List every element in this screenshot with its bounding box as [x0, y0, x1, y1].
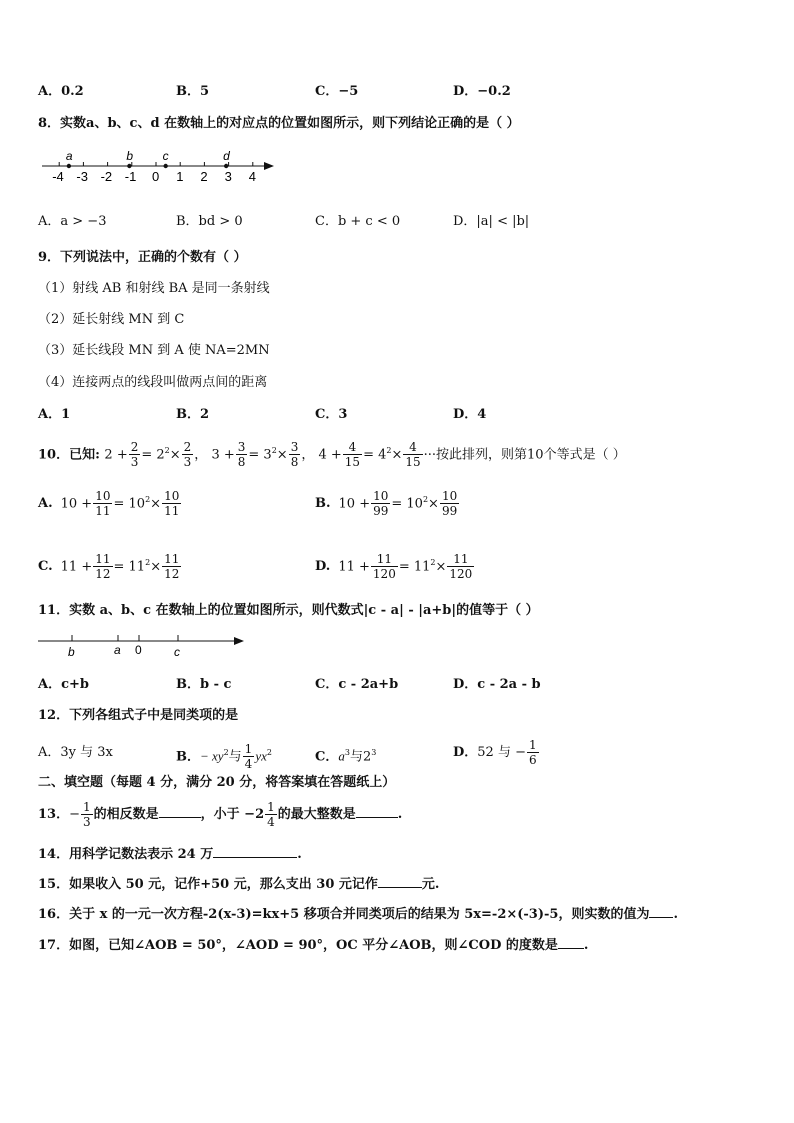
q10-prefix: 10．已知:: [38, 447, 105, 463]
q10-eq3-fraction: $\frac{4}{15}$: [344, 440, 361, 470]
q10-eq1-fraction: $\frac{2}{3}$: [130, 440, 139, 470]
q10-eq1-fraction-right: $\frac{2}{3}$: [183, 440, 192, 470]
q8-number-line: [38, 146, 298, 188]
q8-option-b: B．bd > 0: [176, 214, 243, 229]
q17-line: 17．如图，已知∠AOB = 50°，∠AOD = 90°，OC 平分∠AOB，则∠COD 的度数是 .: [38, 938, 589, 953]
q14-blank[interactable]: [213, 845, 297, 858]
q8-point-c: [163, 164, 167, 168]
q13-line: 13．− $\frac{1}{3}$ 的相反数是 ，小于 −2 $\frac{1}{4}$ 的最大整数是 .: [38, 800, 403, 829]
q8-tick-label: 3: [224, 169, 232, 184]
q8-point-label-c: c: [162, 149, 169, 163]
q7-option-c: C．−5: [315, 84, 359, 99]
q13-blank-2[interactable]: [356, 805, 398, 818]
q10-option-a: A. 10 + $\frac{10}{11}$ = $10^2\times$ $\frac{10}{11}$: [38, 489, 180, 519]
q8-point-d: [224, 164, 228, 168]
q9-option-d: D．4: [453, 407, 487, 422]
q8-point-a: [67, 164, 71, 168]
q10-eq3-fraction-right: $\frac{4}{15}$: [405, 440, 421, 470]
q10-option-d: D. 11 + $\frac{11}{120}$ = $11^2\times$ $\frac{11}{120}$: [315, 552, 473, 582]
q9-option-a: A．1: [38, 407, 71, 422]
q9-option-c: C．3: [315, 407, 348, 422]
q8-tick-label: -4: [52, 169, 64, 184]
q8-point-label-d: d: [223, 149, 230, 163]
q9-item-2: （2）延长射线 MN 到 C: [38, 312, 185, 327]
q8-tick-label: -1: [124, 169, 137, 184]
q8-point-label-a: a: [65, 149, 73, 163]
q8-tick-label: 0: [152, 169, 160, 184]
q12-stem: 12．下列各组式子中是同类项的是: [38, 708, 239, 723]
q12-option-a: A．3y 与 3x: [38, 745, 113, 760]
q9-stem: 9．下列说法中，正确的个数有（ ）: [38, 250, 247, 265]
q10-option-c: C. 11 + $\frac{11}{12}$ = $11^2\times$ $\frac{11}{12}$: [38, 552, 180, 582]
q8-option-d: D．|a| < |b|: [453, 214, 530, 229]
q9-item-3: （3）延长线段 MN 到 A 使 NA=2MN: [38, 343, 270, 358]
q11-number-line: [38, 632, 258, 662]
q11-option-b: B．b - c: [176, 677, 232, 692]
q15-line: 15．如果收入 50 元，记作+50 元，那么支出 30 元记作 元.: [38, 877, 440, 892]
q14-line: 14．用科学记数法表示 24 万 .: [38, 847, 302, 862]
section-2-heading: 二、填空题（每题 4 分，满分 20 分，将答案填在答题纸上）: [38, 775, 396, 790]
q10-eq3-left: 4 +: [318, 447, 342, 463]
q11-label-b: b: [68, 645, 75, 659]
q8-tick-label: 4: [248, 169, 257, 184]
q8-point-label-b: b: [126, 149, 134, 163]
q11-option-c: C．c - 2a+b: [315, 677, 399, 692]
q12-option-d: D．52 与 − $\frac{1}{6}$: [453, 738, 537, 767]
q10-option-b: B. 10 + $\frac{10}{99}$ = $10^2\times$ $\frac{10}{99}$: [315, 489, 458, 519]
q10-suffix: ···按此排列，则第10个等式是（ ）: [423, 447, 626, 463]
q7-option-a: A．0.2: [38, 84, 84, 99]
q8-tick-label: -2: [100, 169, 113, 184]
q11-stem: 11．实数 a、b、c 在数轴上的位置如图所示，则代数式|c - a| - |a+b|的值等于（ ）: [38, 603, 539, 618]
q11-label-0: 0: [135, 643, 142, 657]
q8-option-a: A．a > −3: [38, 214, 107, 229]
q13-blank-1[interactable]: [159, 805, 201, 818]
q8-tick-label: 1: [176, 169, 184, 184]
q10-eq1-left: 2 +: [104, 447, 128, 463]
q10-stem: 10．已知: 2 + $\frac{2}{3}$ = $2^2\times$ $\frac{2}{3}$ ， 3 + $\frac{3}{8}$ = $3^2\times$ $\frac{3}{8}$ ， 4 + $\frac{4}{15}$ = $4^2\times$ $\frac{4}{15}$ ···按此排列，则第10个等式是（ ）: [38, 440, 626, 470]
q9-item-1: （1）射线 AB 和射线 BA 是同一条射线: [38, 281, 270, 296]
q8-tick-label: 2: [200, 169, 208, 184]
q9-option-b: B．2: [176, 407, 210, 422]
q7-option-d: D．−0.2: [453, 84, 511, 99]
q7-option-b: B．5: [176, 84, 210, 99]
q10-eq2-left: 3 +: [211, 447, 235, 463]
q10-eq1-mid: = 2: [141, 447, 165, 463]
q8-point-b: [127, 164, 131, 168]
q10-eq2-fraction: $\frac{3}{8}$: [237, 440, 246, 470]
q12-option-b: B．− $xy^2$与 $\frac{1}{4}$ $yx^2$: [176, 742, 272, 772]
q16-blank[interactable]: [649, 905, 673, 918]
q17-blank[interactable]: [558, 936, 584, 949]
q11-option-a: A．c+b: [38, 677, 89, 692]
q8-stem: 8．实数a、b、c、d 在数轴上的对应点的位置如图所示，则下列结论正确的是（ ）: [38, 116, 520, 131]
q12-option-c: C．$a^3$与$2^3$: [315, 748, 377, 765]
q15-blank[interactable]: [378, 875, 422, 888]
q11-option-d: D．c - 2a - b: [453, 677, 541, 692]
q11-label-c: c: [174, 645, 180, 659]
q10-eq2-fraction-right: $\frac{3}{8}$: [290, 440, 299, 470]
q8-tick-label: -3: [76, 169, 88, 184]
q9-item-4: （4）连接两点的线段叫做两点间的距离: [38, 375, 268, 390]
q16-line: 16．关于 x 的一元一次方程-2(x-3)=kx+5 移项合并同类项后的结果为 5x=-2×(-3)-5，则实数的值为 .: [38, 907, 678, 922]
q8-option-c: C．b + c < 0: [315, 214, 401, 229]
q11-label-a: a: [114, 643, 121, 657]
